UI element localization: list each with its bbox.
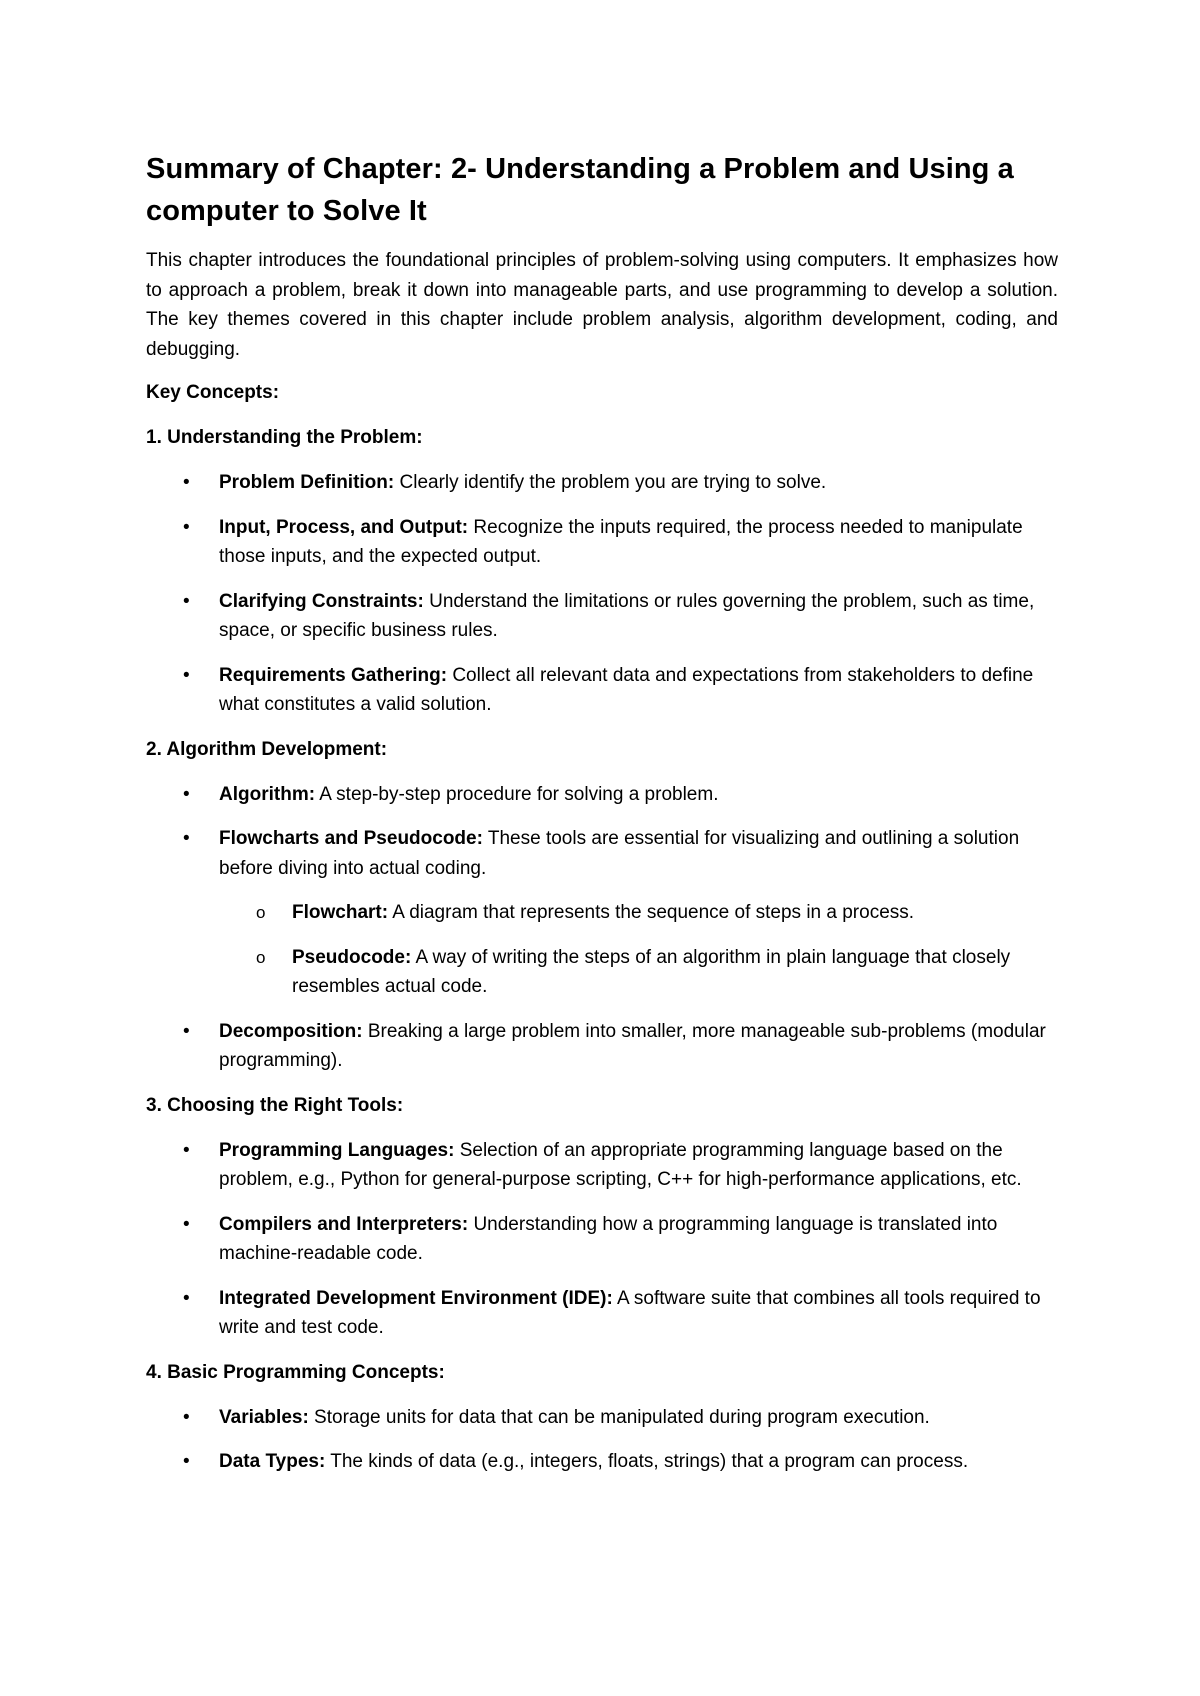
item-text: Collect all relevant data and expectations from stakeholders to define what constitutes a valid solution. bbox=[219, 664, 1034, 715]
document-content bbox=[146, 148, 1058, 1477]
bullet-icon: • bbox=[183, 1020, 190, 1042]
list-item bbox=[146, 661, 1058, 720]
item-term: Flowcharts and Pseudocode: bbox=[219, 828, 483, 849]
bullet-icon: • bbox=[183, 664, 190, 686]
bullet-icon: • bbox=[183, 590, 190, 612]
item-term: Variables: bbox=[219, 1406, 309, 1428]
list-item bbox=[146, 1017, 1058, 1076]
bullet-icon: • bbox=[183, 472, 190, 493]
sub-list-item bbox=[146, 943, 1058, 1002]
item-term: Clarifying Constraints: bbox=[219, 590, 424, 612]
list-item bbox=[146, 513, 1058, 572]
list-item bbox=[146, 587, 1058, 646]
item-text: Understand the limitations or rules governing the problem, such as time, space, or specific business rules. bbox=[219, 590, 1035, 641]
bullet-icon: • bbox=[183, 783, 190, 805]
intro-paragraph: This chapter introduces the foundational principles of problem-solving using computers. It emphasizes how to approach a problem, break it down into manageable parts, and use programming to develop a solution. The key themes covered in this chapter include problem analysis, algorithm development, coding, and debugging. bbox=[146, 250, 1058, 360]
bullet-icon: • bbox=[183, 516, 190, 538]
list-item bbox=[146, 780, 1058, 810]
section-heading: 2. Algorithm Development: bbox=[146, 738, 388, 760]
bullet-icon: • bbox=[183, 828, 190, 849]
item-term: Input, Process, and Output: bbox=[219, 516, 469, 538]
sub-list-item bbox=[146, 898, 1058, 928]
sub-list bbox=[146, 898, 1058, 1002]
item-term: Programming Languages: bbox=[219, 1139, 455, 1161]
item-text: A step-by-step procedure for solving a problem. bbox=[315, 783, 719, 805]
page-title: Summary of Chapter: 2- Understanding a Problem and Using a computer to Solve It bbox=[146, 153, 1014, 227]
item-text: A software suite that combines all tools required to write and test code. bbox=[219, 1287, 1041, 1338]
item-term: Algorithm: bbox=[219, 783, 316, 805]
section-list bbox=[146, 780, 1058, 884]
key-concepts-heading: Key Concepts: bbox=[146, 382, 280, 403]
bullet-icon: • bbox=[183, 1406, 190, 1428]
item-term: Compilers and Interpreters: bbox=[219, 1213, 469, 1235]
section-list bbox=[146, 1017, 1058, 1076]
item-text: A way of writing the steps of an algorithm in plain language that closely resembles actual code. bbox=[292, 946, 1011, 997]
circle-bullet-icon: o bbox=[256, 903, 266, 922]
section-heading: 4. Basic Programming Concepts: bbox=[146, 1361, 445, 1383]
bullet-icon: • bbox=[183, 1139, 190, 1161]
section-list bbox=[146, 468, 1058, 720]
item-text: Storage units for data that can be manipulated during program execution. bbox=[308, 1406, 930, 1428]
bullet-icon: • bbox=[183, 1213, 190, 1235]
section-heading: 3. Choosing the Right Tools: bbox=[146, 1094, 404, 1116]
list-item bbox=[146, 1210, 1058, 1269]
bullet-icon: • bbox=[183, 1287, 190, 1309]
item-text: Understanding how a programming language is translated into machine-readable code. bbox=[219, 1213, 998, 1264]
list-item bbox=[146, 824, 1058, 883]
list-item bbox=[146, 1136, 1058, 1195]
section-heading: 1. Understanding the Problem: bbox=[146, 427, 423, 448]
list-item bbox=[146, 1284, 1058, 1343]
list-item bbox=[146, 1447, 1058, 1477]
list-item bbox=[146, 468, 1058, 498]
item-text: The kinds of data (e.g., integers, floats, strings) that a program can process. bbox=[325, 1451, 969, 1472]
item-term: Integrated Development Environment (IDE): bbox=[219, 1287, 613, 1309]
item-term: Data Types: bbox=[219, 1451, 326, 1472]
item-text: Selection of an appropriate programming language based on the problem, e.g., Python for general-purpose scripting, C++ for high-performance applications, etc. bbox=[219, 1139, 1022, 1190]
item-term: Pseudocode: bbox=[292, 946, 412, 968]
item-text: A diagram that represents the sequence of steps in a process. bbox=[388, 902, 915, 923]
item-term: Decomposition: bbox=[219, 1020, 363, 1042]
section-list bbox=[146, 1136, 1058, 1343]
item-term: Problem Definition: bbox=[219, 472, 395, 493]
list-item bbox=[146, 1403, 1058, 1433]
item-text: Recognize the inputs required, the process needed to manipulate those inputs, and the expected output. bbox=[219, 516, 1023, 567]
circle-bullet-icon: o bbox=[256, 947, 266, 967]
item-term: Requirements Gathering: bbox=[219, 664, 448, 686]
item-text: Clearly identify the problem you are trying to solve. bbox=[394, 472, 827, 493]
section-list bbox=[146, 1403, 1058, 1477]
item-text: These tools are essential for visualizing and outlining a solution before diving into actual coding. bbox=[219, 828, 1020, 879]
item-text: Breaking a large problem into smaller, more manageable sub-problems (modular programming). bbox=[219, 1020, 1046, 1071]
bullet-icon: • bbox=[183, 1451, 190, 1472]
item-term: Flowchart: bbox=[292, 902, 389, 923]
